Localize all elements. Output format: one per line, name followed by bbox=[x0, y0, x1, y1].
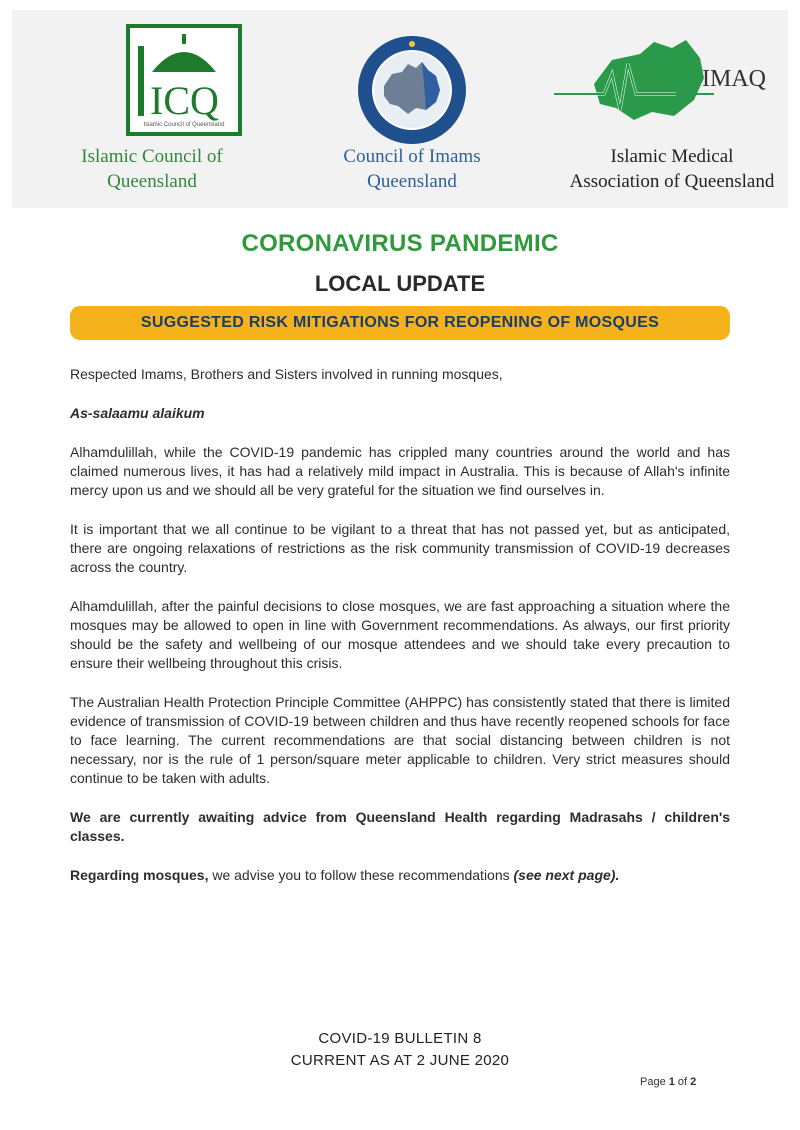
bulletin-date: CURRENT AS AT 2 JUNE 2020 bbox=[290, 1052, 510, 1069]
paragraph-1: Alhamdulillah, while the COVID-19 pandemic has crippled many countries around the world and has claimed numerous lives, it has had a relatively mild impact in Australia. This is because of Allah's infinite mercy upon us and we should all be very grateful for the situation we find ourselves in. bbox=[70, 444, 730, 498]
ciq-name bbox=[312, 144, 512, 194]
ciq-seal-logo bbox=[356, 34, 468, 146]
page-prefix: Page bbox=[640, 1076, 669, 1088]
page-subtitle: LOCAL UPDATE bbox=[314, 271, 486, 296]
bulletin-number: COVID-19 BULLETIN 8 bbox=[318, 1030, 482, 1047]
paragraph-5: We are currently awaiting advice from Queensland Health regarding Madrasahs / children's classes. bbox=[70, 809, 730, 844]
page-title: CORONAVIRUS PANDEMIC bbox=[241, 230, 559, 257]
ciq-name-line1: Council of Imams bbox=[343, 146, 481, 167]
imaq-name-line1: Islamic Medical bbox=[610, 146, 734, 167]
greeting: As-salaamu alaikum bbox=[70, 405, 205, 421]
imaq-name-line2: Association of Queensland bbox=[569, 171, 775, 192]
bulletin-footer bbox=[0, 1028, 800, 1072]
icq-name-line2: Queensland bbox=[107, 171, 197, 192]
paragraph-6-text: we advise you to follow these recommendations bbox=[208, 867, 514, 883]
letter-body bbox=[70, 365, 730, 905]
paragraph-3: Alhamdulillah, after the painful decisions to close mosques, we are fast approaching a situation where the mosques may be allowed to open in line with Government recommendations. As always, our first priority should be the safety and wellbeing of our mosque attendees and we should take every precaution to ensure their wellbeing throughout this crisis. bbox=[70, 598, 730, 671]
imaq-logo bbox=[554, 24, 790, 144]
page-of: of bbox=[674, 1076, 691, 1088]
page-number bbox=[640, 1076, 696, 1088]
page-total: 2 bbox=[690, 1076, 697, 1088]
ciq-name-line2: Queensland bbox=[367, 171, 457, 192]
header-band bbox=[12, 10, 788, 208]
australia-heartbeat-icon bbox=[554, 24, 790, 144]
australia-seal-icon bbox=[356, 34, 468, 146]
icq-logo-letters: ICQ bbox=[150, 78, 219, 123]
icq-name bbox=[52, 144, 252, 194]
salutation: Respected Imams, Brothers and Sisters involved in running mosques, bbox=[70, 366, 503, 382]
paragraph-2: It is important that we all continue to be vigilant to a threat that has not passed yet, but as anticipated, there are ongoing relaxations of restrictions as the risk community transmission of COVID-19 decreases across the country. bbox=[70, 521, 730, 575]
paragraph-4: The Australian Health Protection Principle Committee (AHPPC) has consistently stated that there is limited evidence of transmission of COVID-19 between children and thus have recently reopened schools for face to face learning. The current recommendations are that social distancing between children is not necessary, nor is the rule of 1 person/square meter applicable to children. Very strict measures should continue to be taken with adults. bbox=[70, 694, 730, 786]
mosque-dome-icon bbox=[130, 28, 238, 132]
imaq-logo-letters: IMAQ bbox=[702, 66, 766, 92]
icq-logo-caption: Islamic Council of Queensland bbox=[143, 122, 225, 128]
page-current: 1 bbox=[668, 1076, 675, 1088]
banner-text: SUGGESTED RISK MITIGATIONS FOR REOPENING OF MOSQUES bbox=[140, 314, 660, 331]
paragraph-6 bbox=[70, 866, 730, 885]
icq-name-line1: Islamic Council of bbox=[81, 146, 223, 167]
imaq-name bbox=[544, 144, 800, 194]
icq-logo bbox=[126, 24, 242, 136]
paragraph-6-italic: (see next page). bbox=[513, 867, 620, 883]
paragraph-6-bold: Regarding mosques, bbox=[70, 867, 209, 883]
